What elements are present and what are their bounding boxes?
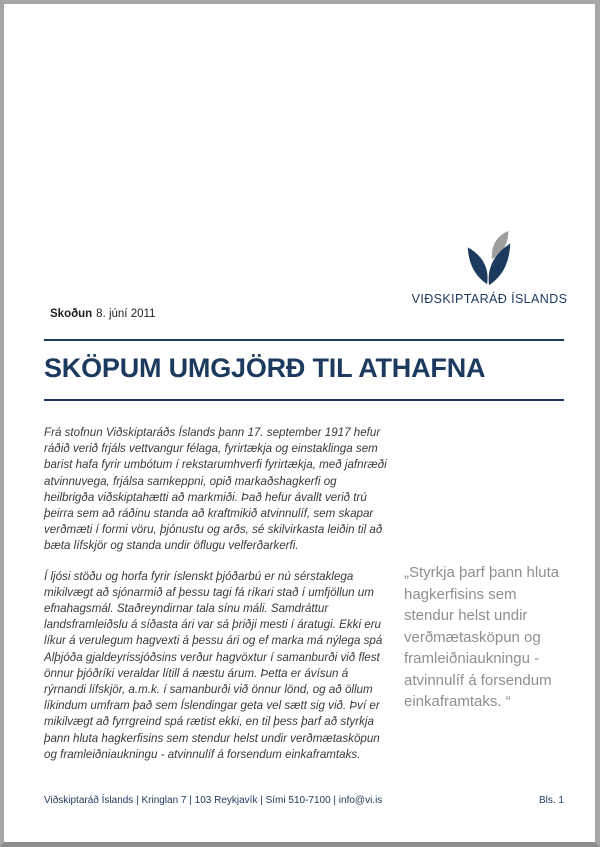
body-text-column [44,425,389,777]
page-number: Bls. 1 [538,795,564,806]
footer-contact-line: Viðskiptaráð Íslands | Kringlan 7 | 103 Reykjavík | Sími 510-7100 | info@vi.is [44,795,383,806]
org-name: VIÐSKIPTARÁÐ ÍSLANDS [411,292,568,306]
divider-above-title [44,339,564,341]
divider-below-title [44,399,564,401]
doc-date: 8. júní 2011 [96,308,156,320]
body-paragraph: Í ljósi stöðu og horfa fyrir íslenskt þjóðarbú er nú sérstaklega mikilvægt að sjónarmið af þessu tagi fá ríkari stað í umfjöllun um efnahagsmál. Staðreyndirnar tala sínu máli. Samdráttur landsframleiðslu á síðasta ári var sá þriðji mesti í áratugi. Ekki eru líkur á verulegum hagvexti á þessu ári og ef marka má nýlega spá Alþjóða gjaldeyrissjóðsins verður hagvöxtur í samanburði við flest önnur þjóðríki veraldar lítill á næstu árum. Þetta er ávísun á rýrnandi lífskjör, a.m.k. í samanburði við önnur lönd, og að öllum líkindum umfram það sem Íslendingar geta vel sætt sig við. Því er mikilvægt að fyrrgreind spá rætist ekki, en til þess þarf að styrkja þann hluta hagkerfisins sem stendur helst undir verðmætasköpun og framleiðniaukningu - atvinnulíf á forsendum einkaframtaks. [44,569,383,761]
pull-quote: „Styrkja þarf þann hluta hagkerfisins sem stendur helst undir verðmætasköpun og framleiðniaukningu - atvinnulíf á forsendum einkaframtaks. “ [404,564,560,710]
page-title: SKÖPUM UMGJÖRÐ TIL ATHAFNA [44,353,486,383]
page-footer [44,795,564,806]
org-logo [412,230,567,306]
doc-type-label: Skoðun [50,308,93,320]
body-paragraph: Frá stofnun Viðskiptaráðs Íslands þann 17. september 1917 hefur ráðið verið frjáls vettvangur félaga, fyrirtækja og einstaklinga sem barist hafa fyrir umbótum í rekstarumhverfi fyrirtækja, með jafnræði atvinnuvega, frjálsa samkeppni, opið markaðshagkerfi og heilbrigða viðskiptahætti að markmiði. Það hefur ávallt verið trú þeirra sem að ráðinu standa að kraftmikið atvinnulíf, sem skapar verðmæti í formi vöru, þjónustu og arðs, sé skilvirkasta leiðin til að bæta lífskjör og standa undir öflugu velferðarkerfi. [44,426,387,553]
dateline [50,308,155,320]
leaf-logo-icon [461,230,519,288]
